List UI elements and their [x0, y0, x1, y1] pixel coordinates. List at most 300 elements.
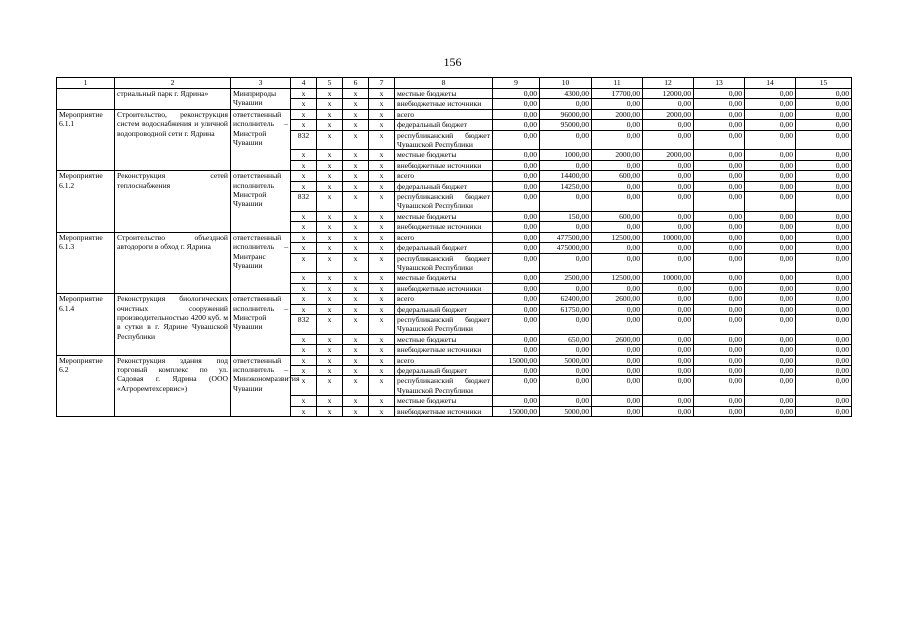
amount-cell: 0,00 — [694, 345, 745, 355]
code-cell: x — [291, 181, 317, 191]
amount-cell: 0,00 — [694, 334, 745, 344]
code-cell: x — [317, 345, 343, 355]
funding-source-cell: внебюджетные источники — [395, 345, 493, 355]
measure-title-cell: Реконструкция биологических очистных сооружений производительностью 4200 куб. м в сутки в г. Ядрине Чувашской Республики — [115, 294, 231, 355]
amount-cell: 0,00 — [592, 222, 643, 232]
amount-cell: 0,00 — [592, 406, 643, 416]
amount-cell: 0,00 — [493, 232, 540, 242]
code-cell: x — [369, 406, 395, 416]
code-cell: x — [343, 345, 369, 355]
funding-source-cell: федеральный бюджет — [395, 181, 493, 191]
code-cell: x — [291, 109, 317, 119]
amount-cell: 5000,00 — [540, 355, 592, 365]
amount-cell: 1000,00 — [540, 150, 592, 160]
measure-title-cell: стриальный парк г. Ядрина» — [115, 89, 231, 110]
measure-number-cell: Мероприятие 6.1.2 — [57, 171, 115, 232]
code-cell: x — [317, 120, 343, 130]
amount-cell: 0,00 — [643, 160, 694, 170]
code-cell: x — [369, 243, 395, 253]
code-cell: x — [317, 273, 343, 283]
amount-cell: 0,00 — [592, 160, 643, 170]
column-header: 6 — [343, 78, 369, 89]
code-cell: x — [369, 304, 395, 314]
amount-cell: 0,00 — [796, 120, 852, 130]
amount-cell: 10000,00 — [643, 273, 694, 283]
amount-cell: 5000,00 — [540, 406, 592, 416]
amount-cell: 0,00 — [493, 109, 540, 119]
funding-source-cell: внебюджетные источники — [395, 160, 493, 170]
amount-cell: 475000,00 — [540, 243, 592, 253]
code-cell: x — [369, 171, 395, 181]
amount-cell: 477500,00 — [540, 232, 592, 242]
amount-cell: 0,00 — [796, 171, 852, 181]
funding-source-cell: республиканский бюджет Чувашской Республики — [395, 314, 493, 334]
code-cell: x — [343, 396, 369, 406]
amount-cell: 0,00 — [540, 376, 592, 396]
amount-cell: 0,00 — [540, 253, 592, 273]
amount-cell: 0,00 — [745, 222, 796, 232]
code-cell: x — [291, 396, 317, 406]
measure-number-cell: Мероприятие 6.2 — [57, 355, 115, 416]
amount-cell: 0,00 — [592, 283, 643, 293]
table-row — [57, 171, 852, 181]
amount-cell: 0,00 — [493, 181, 540, 191]
amount-cell: 0,00 — [796, 355, 852, 365]
code-cell: x — [291, 89, 317, 99]
amount-cell: 0,00 — [694, 171, 745, 181]
code-cell: x — [369, 232, 395, 242]
amount-cell: 0,00 — [540, 222, 592, 232]
code-cell: x — [317, 222, 343, 232]
code-cell: x — [343, 283, 369, 293]
amount-cell: 150,00 — [540, 211, 592, 221]
table-row — [57, 232, 852, 242]
code-cell: x — [291, 160, 317, 170]
amount-cell: 0,00 — [493, 160, 540, 170]
amount-cell: 0,00 — [592, 376, 643, 396]
measure-title-cell: Строительство объездной автодороги в обход г. Ядрина — [115, 232, 231, 293]
column-header: 15 — [796, 78, 852, 89]
code-cell: x — [343, 304, 369, 314]
amount-cell: 0,00 — [493, 130, 540, 150]
amount-cell: 0,00 — [745, 294, 796, 304]
amount-cell: 2000,00 — [643, 150, 694, 160]
code-cell: x — [317, 355, 343, 365]
code-cell: 832 — [291, 192, 317, 212]
amount-cell: 14250,00 — [540, 181, 592, 191]
amount-cell: 0,00 — [796, 150, 852, 160]
column-header: 4 — [291, 78, 317, 89]
code-cell: x — [291, 334, 317, 344]
code-cell: x — [369, 273, 395, 283]
amount-cell: 0,00 — [493, 294, 540, 304]
amount-cell: 4300,00 — [540, 89, 592, 99]
amount-cell: 0,00 — [745, 171, 796, 181]
amount-cell: 2500,00 — [540, 273, 592, 283]
funding-source-cell: местные бюджеты — [395, 273, 493, 283]
amount-cell: 0,00 — [745, 273, 796, 283]
amount-cell: 14400,00 — [540, 171, 592, 181]
amount-cell: 0,00 — [643, 396, 694, 406]
budget-table — [56, 77, 852, 417]
amount-cell: 0,00 — [493, 211, 540, 221]
funding-source-cell: республиканский бюджет Чувашской Республики — [395, 376, 493, 396]
code-cell: x — [343, 222, 369, 232]
amount-cell: 0,00 — [796, 211, 852, 221]
code-cell: x — [317, 181, 343, 191]
amount-cell: 0,00 — [643, 222, 694, 232]
amount-cell: 0,00 — [493, 150, 540, 160]
amount-cell: 62400,00 — [540, 294, 592, 304]
amount-cell: 0,00 — [493, 120, 540, 130]
amount-cell: 0,00 — [493, 99, 540, 109]
funding-source-cell: местные бюджеты — [395, 89, 493, 99]
column-header: 8 — [395, 78, 493, 89]
code-cell: x — [317, 396, 343, 406]
code-cell: x — [369, 181, 395, 191]
amount-cell: 0,00 — [796, 376, 852, 396]
code-cell: x — [369, 283, 395, 293]
amount-cell: 0,00 — [540, 192, 592, 212]
measure-number-cell: Мероприятие 6.1.3 — [57, 232, 115, 293]
amount-cell: 0,00 — [643, 334, 694, 344]
code-cell: x — [369, 130, 395, 150]
amount-cell: 0,00 — [694, 150, 745, 160]
amount-cell: 600,00 — [592, 171, 643, 181]
column-header: 5 — [317, 78, 343, 89]
amount-cell: 2000,00 — [592, 109, 643, 119]
amount-cell: 2600,00 — [592, 334, 643, 344]
table-row — [57, 355, 852, 365]
amount-cell: 0,00 — [694, 120, 745, 130]
code-cell: x — [291, 171, 317, 181]
amount-cell: 12500,00 — [592, 232, 643, 242]
amount-cell: 0,00 — [592, 365, 643, 375]
amount-cell: 0,00 — [643, 345, 694, 355]
funding-source-cell: всего — [395, 232, 493, 242]
code-cell: x — [317, 253, 343, 273]
code-cell: x — [369, 192, 395, 212]
amount-cell: 0,00 — [540, 160, 592, 170]
code-cell: x — [343, 273, 369, 283]
amount-cell: 0,00 — [745, 150, 796, 160]
code-cell: x — [369, 396, 395, 406]
code-cell: x — [343, 192, 369, 212]
amount-cell: 0,00 — [694, 376, 745, 396]
funding-source-cell: республиканский бюджет Чувашской Республики — [395, 253, 493, 273]
amount-cell: 0,00 — [540, 99, 592, 109]
code-cell: x — [369, 211, 395, 221]
executor-cell: ответственный исполнитель – Минэкономразвития Чувашии — [231, 355, 291, 416]
amount-cell: 0,00 — [796, 253, 852, 273]
code-cell: x — [369, 345, 395, 355]
amount-cell: 0,00 — [745, 365, 796, 375]
code-cell: x — [317, 130, 343, 150]
amount-cell: 0,00 — [493, 334, 540, 344]
code-cell: 832 — [291, 314, 317, 334]
funding-source-cell: всего — [395, 171, 493, 181]
executor-cell: ответственный исполнитель – Минтранс Чувашии — [231, 232, 291, 293]
code-cell: x — [291, 406, 317, 416]
amount-cell: 0,00 — [493, 396, 540, 406]
code-cell: x — [317, 294, 343, 304]
amount-cell: 0,00 — [540, 283, 592, 293]
code-cell: x — [343, 365, 369, 375]
code-cell: x — [369, 99, 395, 109]
amount-cell: 0,00 — [493, 192, 540, 212]
code-cell: x — [291, 99, 317, 109]
amount-cell: 10000,00 — [643, 232, 694, 242]
code-cell: x — [369, 314, 395, 334]
measure-number-cell: Мероприятие 6.1.4 — [57, 294, 115, 355]
code-cell: x — [343, 406, 369, 416]
amount-cell: 0,00 — [796, 109, 852, 119]
code-cell: x — [317, 160, 343, 170]
column-header: 12 — [643, 78, 694, 89]
amount-cell: 0,00 — [493, 376, 540, 396]
amount-cell: 0,00 — [745, 283, 796, 293]
amount-cell: 0,00 — [493, 283, 540, 293]
funding-source-cell: республиканский бюджет Чувашской Республики — [395, 130, 493, 150]
amount-cell: 0,00 — [745, 192, 796, 212]
amount-cell: 0,00 — [796, 294, 852, 304]
amount-cell: 0,00 — [796, 160, 852, 170]
amount-cell: 0,00 — [796, 314, 852, 334]
code-cell: x — [291, 150, 317, 160]
measure-title-cell: Реконструкция здания под торговый комплекс по ул. Садовая г. Ядрина (ООО «Агроремтехсервис») — [115, 355, 231, 416]
amount-cell: 0,00 — [694, 160, 745, 170]
amount-cell: 0,00 — [694, 181, 745, 191]
code-cell: x — [291, 304, 317, 314]
funding-source-cell: внебюджетные источники — [395, 99, 493, 109]
amount-cell: 15000,00 — [493, 355, 540, 365]
amount-cell: 0,00 — [592, 355, 643, 365]
code-cell: x — [317, 283, 343, 293]
amount-cell: 0,00 — [745, 334, 796, 344]
funding-source-cell: федеральный бюджет — [395, 120, 493, 130]
amount-cell: 0,00 — [592, 314, 643, 334]
amount-cell: 0,00 — [493, 314, 540, 334]
code-cell: x — [317, 304, 343, 314]
code-cell: x — [291, 294, 317, 304]
amount-cell: 0,00 — [493, 222, 540, 232]
amount-cell: 0,00 — [540, 365, 592, 375]
amount-cell: 0,00 — [493, 89, 540, 99]
executor-cell: ответственный исполнитель Минстрой Чувашии — [231, 171, 291, 232]
amount-cell: 2000,00 — [592, 150, 643, 160]
amount-cell: 0,00 — [493, 243, 540, 253]
amount-cell: 61750,00 — [540, 304, 592, 314]
code-cell: x — [343, 181, 369, 191]
amount-cell: 0,00 — [745, 253, 796, 273]
amount-cell: 0,00 — [592, 130, 643, 150]
funding-source-cell: местные бюджеты — [395, 150, 493, 160]
table-row — [57, 89, 852, 99]
header-row — [57, 78, 852, 89]
code-cell: x — [291, 211, 317, 221]
amount-cell: 0,00 — [592, 304, 643, 314]
amount-cell: 0,00 — [745, 355, 796, 365]
code-cell: x — [317, 314, 343, 334]
amount-cell: 0,00 — [694, 130, 745, 150]
code-cell: x — [317, 365, 343, 375]
column-header: 7 — [369, 78, 395, 89]
code-cell: x — [369, 294, 395, 304]
column-header: 11 — [592, 78, 643, 89]
amount-cell: 0,00 — [592, 345, 643, 355]
funding-source-cell: всего — [395, 294, 493, 304]
amount-cell: 0,00 — [643, 120, 694, 130]
code-cell: x — [317, 89, 343, 99]
amount-cell: 12000,00 — [643, 89, 694, 99]
amount-cell: 0,00 — [592, 253, 643, 273]
code-cell: x — [343, 253, 369, 273]
table-row — [57, 294, 852, 304]
amount-cell: 0,00 — [694, 99, 745, 109]
amount-cell: 12500,00 — [592, 273, 643, 283]
amount-cell: 0,00 — [745, 406, 796, 416]
code-cell: x — [343, 120, 369, 130]
amount-cell: 0,00 — [745, 181, 796, 191]
code-cell: x — [343, 109, 369, 119]
code-cell: x — [291, 283, 317, 293]
code-cell: x — [343, 150, 369, 160]
amount-cell: 17700,00 — [592, 89, 643, 99]
amount-cell: 0,00 — [643, 192, 694, 212]
amount-cell: 0,00 — [592, 99, 643, 109]
amount-cell: 0,00 — [592, 181, 643, 191]
amount-cell: 0,00 — [694, 243, 745, 253]
code-cell: x — [369, 334, 395, 344]
amount-cell: 0,00 — [796, 345, 852, 355]
amount-cell: 0,00 — [694, 232, 745, 242]
amount-cell: 0,00 — [643, 130, 694, 150]
amount-cell: 0,00 — [694, 396, 745, 406]
amount-cell: 0,00 — [643, 376, 694, 396]
code-cell: x — [343, 334, 369, 344]
amount-cell: 0,00 — [694, 109, 745, 119]
amount-cell: 2000,00 — [643, 109, 694, 119]
funding-source-cell: федеральный бюджет — [395, 365, 493, 375]
measure-title-cell: Строительство, реконструкция систем водоснабжения и уличной водопроводной сети г. Ядрина — [115, 109, 231, 170]
amount-cell: 0,00 — [694, 314, 745, 334]
amount-cell: 0,00 — [745, 345, 796, 355]
table-body — [57, 89, 852, 417]
code-cell: x — [343, 355, 369, 365]
executor-cell: Минприроды Чувашии — [231, 89, 291, 110]
amount-cell: 0,00 — [796, 304, 852, 314]
amount-cell: 0,00 — [643, 211, 694, 221]
code-cell: x — [291, 345, 317, 355]
code-cell: x — [369, 365, 395, 375]
funding-source-cell: внебюджетные источники — [395, 406, 493, 416]
code-cell: x — [343, 160, 369, 170]
column-header: 2 — [115, 78, 231, 89]
amount-cell: 600,00 — [592, 211, 643, 221]
code-cell: x — [317, 171, 343, 181]
code-cell: x — [343, 232, 369, 242]
amount-cell: 0,00 — [796, 192, 852, 212]
code-cell: x — [343, 89, 369, 99]
amount-cell: 0,00 — [643, 283, 694, 293]
code-cell: x — [369, 160, 395, 170]
amount-cell: 0,00 — [745, 89, 796, 99]
amount-cell: 0,00 — [643, 304, 694, 314]
amount-cell: 0,00 — [643, 314, 694, 334]
funding-source-cell: внебюджетные источники — [395, 283, 493, 293]
amount-cell: 0,00 — [745, 99, 796, 109]
amount-cell: 2600,00 — [592, 294, 643, 304]
code-cell: x — [291, 253, 317, 273]
code-cell: x — [369, 253, 395, 273]
amount-cell: 0,00 — [796, 406, 852, 416]
amount-cell: 0,00 — [643, 355, 694, 365]
amount-cell: 0,00 — [694, 211, 745, 221]
amount-cell: 0,00 — [694, 89, 745, 99]
code-cell: x — [369, 109, 395, 119]
amount-cell: 0,00 — [694, 355, 745, 365]
amount-cell: 95000,00 — [540, 120, 592, 130]
code-cell: x — [291, 376, 317, 396]
funding-source-cell: местные бюджеты — [395, 334, 493, 344]
amount-cell: 15000,00 — [493, 406, 540, 416]
code-cell: x — [291, 222, 317, 232]
measure-number-cell: Мероприятие 6.1.1 — [57, 109, 115, 170]
funding-source-cell: республиканский бюджет Чувашской Республики — [395, 192, 493, 212]
amount-cell: 0,00 — [694, 294, 745, 304]
amount-cell: 0,00 — [796, 89, 852, 99]
code-cell: x — [317, 109, 343, 119]
amount-cell: 0,00 — [643, 294, 694, 304]
amount-cell: 0,00 — [540, 345, 592, 355]
amount-cell: 0,00 — [592, 243, 643, 253]
amount-cell: 0,00 — [694, 192, 745, 212]
amount-cell: 0,00 — [493, 253, 540, 273]
amount-cell: 0,00 — [694, 406, 745, 416]
code-cell: x — [369, 376, 395, 396]
amount-cell: 0,00 — [540, 130, 592, 150]
code-cell: x — [291, 273, 317, 283]
amount-cell: 0,00 — [796, 130, 852, 150]
amount-cell: 0,00 — [694, 304, 745, 314]
code-cell: x — [317, 232, 343, 242]
funding-source-cell: всего — [395, 355, 493, 365]
code-cell: x — [343, 130, 369, 150]
measure-title-cell: Реконструкция сетей теплоснабжения — [115, 171, 231, 232]
amount-cell: 0,00 — [745, 314, 796, 334]
code-cell: x — [317, 211, 343, 221]
amount-cell: 0,00 — [493, 365, 540, 375]
code-cell: x — [291, 232, 317, 242]
amount-cell: 0,00 — [694, 253, 745, 273]
column-header: 9 — [493, 78, 540, 89]
amount-cell: 0,00 — [796, 222, 852, 232]
table-row — [57, 109, 852, 119]
code-cell: 832 — [291, 130, 317, 150]
funding-source-cell: местные бюджеты — [395, 396, 493, 406]
code-cell: x — [343, 99, 369, 109]
code-cell: x — [343, 171, 369, 181]
amount-cell: 0,00 — [540, 396, 592, 406]
code-cell: x — [317, 406, 343, 416]
amount-cell: 0,00 — [745, 109, 796, 119]
funding-source-cell: внебюджетные источники — [395, 222, 493, 232]
amount-cell: 0,00 — [796, 273, 852, 283]
amount-cell: 0,00 — [694, 365, 745, 375]
amount-cell: 0,00 — [745, 396, 796, 406]
amount-cell: 0,00 — [694, 283, 745, 293]
amount-cell: 0,00 — [592, 396, 643, 406]
